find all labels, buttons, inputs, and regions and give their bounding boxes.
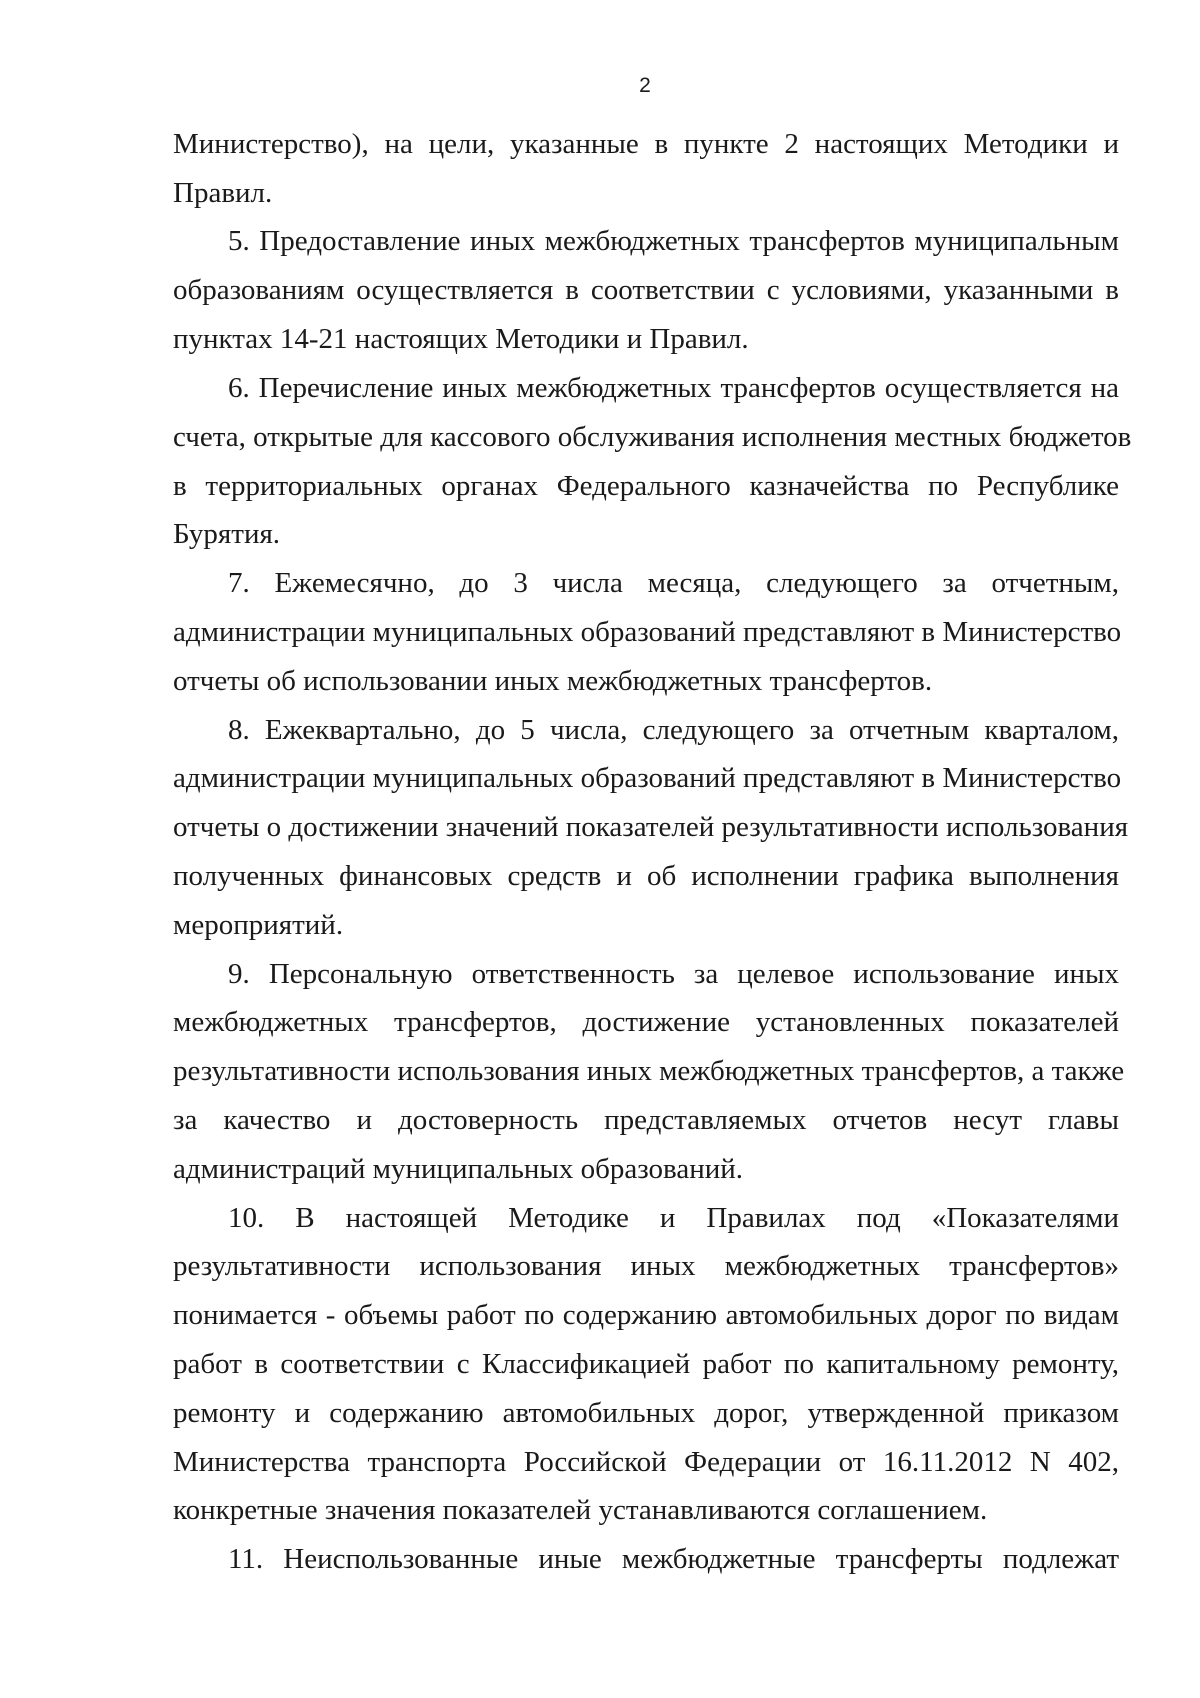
text-line: администраций муниципальных образований.: [173, 1153, 744, 1185]
text-line: администрации муниципальных образований представляют в Министерство: [173, 616, 1122, 648]
paragraph-8-first-line: 8. Ежеквартально, до 5 числа, следующего за отчетным кварталом,: [228, 714, 1119, 746]
text-line: ремонту и содержанию автомобильных дорог, утвержденной приказом: [173, 1397, 1119, 1429]
text-line: понимается - объемы работ по содержанию автомобильных дорог по видам: [173, 1299, 1119, 1331]
text-line: результативности использования иных межбюджетных трансфертов, а также: [173, 1055, 1125, 1087]
paragraph-6-first-line: 6. Перечисление иных межбюджетных трансфертов осуществляется на: [228, 372, 1119, 404]
text-line: отчеты о достижении значений показателей результативности использования: [173, 811, 1129, 843]
page-number: 2: [639, 74, 651, 97]
text-line: полученных финансовых средств и об исполнении графика выполнения: [173, 860, 1119, 892]
text-line: пунктах 14-21 настоящих Методики и Правил.: [173, 323, 749, 355]
paragraph-9-first-line: 9. Персональную ответственность за целевое использование иных: [228, 958, 1119, 990]
text-line: конкретные значения показателей устанавливаются соглашением.: [173, 1494, 988, 1526]
paragraph-7-first-line: 7. Ежемесячно, до 3 числа месяца, следующего за отчетным,: [228, 567, 1119, 599]
text-line: отчеты об использовании иных межбюджетных трансфертов.: [173, 665, 933, 697]
paragraph-5-first-line: 5. Предоставление иных межбюджетных трансфертов муниципальным: [228, 225, 1119, 257]
text-line: Министерства транспорта Российской Федерации от 16.11.2012 N 402,: [173, 1446, 1119, 1478]
text-line: мероприятий.: [173, 909, 344, 941]
text-line: Правил.: [173, 177, 273, 209]
text-line: в территориальных органах Федерального казначейства по Республике: [173, 470, 1119, 502]
paragraph-10-first-line: 10. В настоящей Методике и Правилах под «Показателями: [228, 1202, 1119, 1234]
text-line: образованиям осуществляется в соответствии с условиями, указанными в: [173, 274, 1119, 306]
paragraph-11-first-line: 11. Неиспользованные иные межбюджетные трансферты подлежат: [228, 1543, 1119, 1575]
text-line: работ в соответствии с Классификацией работ по капитальному ремонту,: [173, 1348, 1119, 1380]
text-line: результативности использования иных межбюджетных трансфертов»: [173, 1250, 1119, 1282]
text-line: администрации муниципальных образований представляют в Министерство: [173, 762, 1122, 794]
text-line: за качество и достоверность представляемых отчетов несут главы: [173, 1104, 1119, 1136]
text-line: Бурятия.: [173, 518, 281, 550]
text-line: счета, открытые для кассового обслуживания исполнения местных бюджетов: [173, 421, 1132, 453]
text-line: межбюджетных трансфертов, достижение установленных показателей: [173, 1006, 1119, 1038]
text-line: Министерство), на цели, указанные в пункте 2 настоящих Методики и: [173, 128, 1119, 160]
